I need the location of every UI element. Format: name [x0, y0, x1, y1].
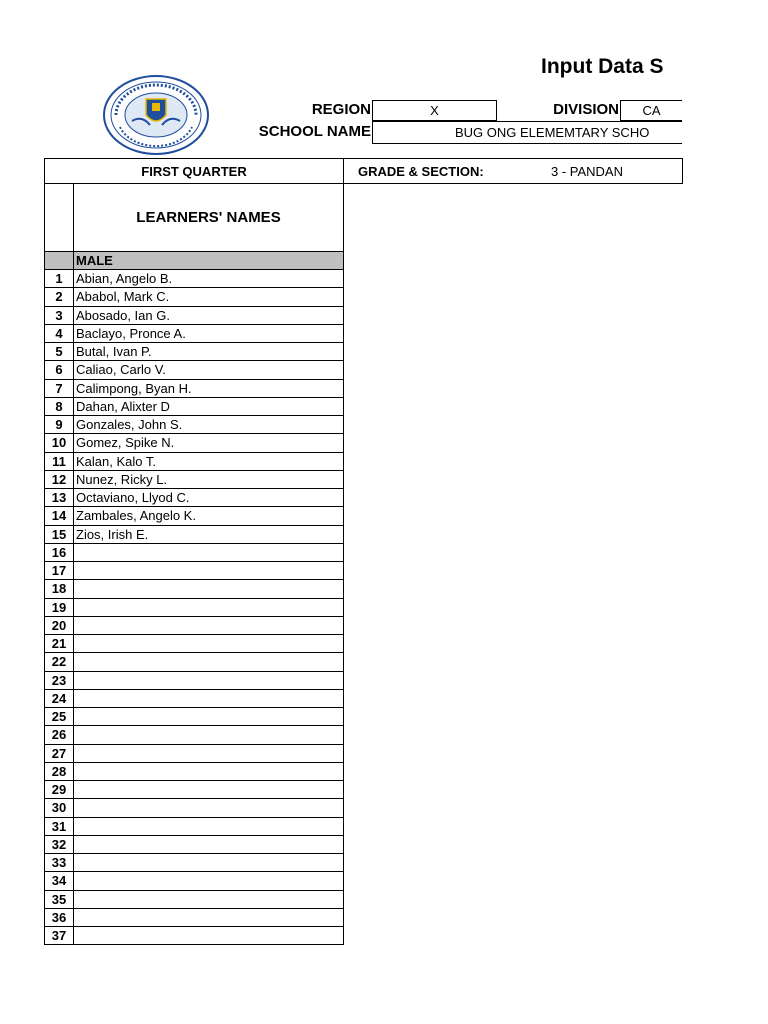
learner-name[interactable]: Caliao, Carlo V.: [76, 362, 166, 378]
learner-number: 6: [45, 361, 74, 378]
learner-number: 37: [45, 927, 74, 944]
learner-name[interactable]: [76, 599, 343, 616]
learner-name[interactable]: [76, 872, 343, 889]
learner-number: 27: [45, 745, 74, 762]
learner-number: 13: [45, 489, 74, 506]
learner-row[interactable]: [44, 781, 344, 799]
learner-row[interactable]: [44, 544, 344, 562]
learner-name[interactable]: Abian, Angelo B.: [76, 271, 173, 287]
learner-row[interactable]: [44, 927, 344, 945]
learner-name[interactable]: [76, 781, 343, 798]
learner-number: 12: [45, 471, 74, 488]
learner-row[interactable]: [44, 380, 344, 398]
learner-row[interactable]: [44, 617, 344, 635]
learner-number: 36: [45, 909, 74, 926]
learner-name[interactable]: Kalan, Kalo T.: [76, 453, 156, 469]
learner-number: 11: [45, 453, 74, 470]
learner-number: 8: [45, 398, 74, 415]
learner-row[interactable]: [44, 653, 344, 671]
learner-name[interactable]: Octaviano, Llyod C.: [76, 490, 190, 506]
male-number-cell: [45, 252, 74, 269]
learner-row[interactable]: [44, 489, 344, 507]
learner-name[interactable]: [76, 562, 343, 579]
learner-row[interactable]: [44, 580, 344, 598]
learner-number: 24: [45, 690, 74, 707]
learner-number: 35: [45, 891, 74, 908]
division-value: CA: [620, 100, 682, 121]
learner-name[interactable]: [76, 818, 343, 835]
school-name-text: BUG ONG ELEMEMTARY SCHO: [455, 125, 650, 140]
learner-number: 32: [45, 836, 74, 853]
learner-number: 3: [45, 307, 74, 324]
grade-section-value: 3 - PANDAN: [551, 163, 623, 179]
learner-number: 4: [45, 325, 74, 342]
learner-name[interactable]: Butal, Ivan P.: [76, 344, 152, 360]
learner-name[interactable]: [76, 726, 343, 743]
learner-row[interactable]: [44, 836, 344, 854]
learner-name[interactable]: [76, 617, 343, 634]
learner-row[interactable]: [44, 270, 344, 288]
learner-row[interactable]: [44, 526, 344, 544]
learner-name[interactable]: [76, 909, 343, 926]
learner-number: 22: [45, 653, 74, 670]
learner-number: 2: [45, 288, 74, 305]
learner-number: 15: [45, 526, 74, 543]
learner-name[interactable]: Gonzales, John S.: [76, 417, 183, 433]
learner-name[interactable]: Ababol, Mark C.: [76, 289, 170, 305]
learner-name[interactable]: [76, 672, 343, 689]
learner-row[interactable]: [44, 416, 344, 434]
learners-names-label: LEARNERS' NAMES: [136, 208, 281, 226]
learner-name[interactable]: [76, 690, 343, 707]
learner-number: 21: [45, 635, 74, 652]
learner-row[interactable]: [44, 763, 344, 781]
learner-number: 1: [45, 270, 74, 287]
learner-number: 25: [45, 708, 74, 725]
learners-names-header: [44, 183, 344, 252]
learner-name[interactable]: [76, 580, 343, 597]
learner-number: 18: [45, 580, 74, 597]
learners-list: [44, 270, 344, 945]
learner-row[interactable]: [44, 361, 344, 379]
learner-row[interactable]: [44, 635, 344, 653]
male-section-header: [44, 251, 344, 270]
learner-number: 17: [45, 562, 74, 579]
learner-row[interactable]: [44, 507, 344, 525]
learner-name[interactable]: Abosado, Ian G.: [76, 307, 170, 323]
learner-row[interactable]: [44, 307, 344, 325]
school-logo: [102, 75, 210, 155]
learner-row[interactable]: [44, 398, 344, 416]
learner-name[interactable]: [76, 836, 343, 853]
learner-name[interactable]: [76, 544, 343, 561]
learner-row[interactable]: [44, 288, 344, 306]
learner-row[interactable]: [44, 872, 344, 890]
learner-number: 33: [45, 854, 74, 871]
learner-number: 23: [45, 672, 74, 689]
learner-name[interactable]: Zambales, Angelo K.: [76, 508, 196, 524]
number-column-header: [45, 183, 74, 251]
learner-number: 20: [45, 617, 74, 634]
learner-name[interactable]: [76, 927, 343, 944]
learner-name[interactable]: [76, 799, 343, 816]
learner-name[interactable]: [76, 891, 343, 908]
quarter-label: FIRST QUARTER: [45, 159, 344, 183]
learner-number: 29: [45, 781, 74, 798]
learner-row[interactable]: [44, 453, 344, 471]
learner-name[interactable]: [76, 708, 343, 725]
learner-row[interactable]: [44, 343, 344, 361]
learner-row[interactable]: [44, 818, 344, 836]
learner-name[interactable]: [76, 635, 343, 652]
grade-section-label: GRADE & SECTION:: [358, 163, 484, 179]
school-name-label: SCHOOL NAME: [258, 123, 371, 140]
learner-row[interactable]: [44, 599, 344, 617]
learner-number: 30: [45, 799, 74, 816]
learner-number: 26: [45, 726, 74, 743]
learner-name[interactable]: [76, 653, 343, 670]
male-label: MALE: [74, 252, 343, 269]
learner-number: 5: [45, 343, 74, 360]
learner-name[interactable]: Baclayo, Pronce A.: [76, 325, 186, 341]
quarter-row: [44, 158, 683, 184]
learner-row[interactable]: [44, 562, 344, 580]
learner-number: 7: [45, 380, 74, 397]
learner-name[interactable]: [76, 745, 343, 762]
learner-row[interactable]: [44, 471, 344, 489]
learner-row[interactable]: [44, 672, 344, 690]
learner-number: 19: [45, 599, 74, 616]
learner-number: 28: [45, 763, 74, 780]
page-title: Input Data S: [541, 55, 664, 78]
learner-row[interactable]: [44, 854, 344, 872]
learner-name[interactable]: Nunez, Ricky L.: [76, 471, 168, 487]
learner-number: 14: [45, 507, 74, 524]
school-name-value: [372, 121, 682, 144]
learner-row[interactable]: [44, 690, 344, 708]
learner-name[interactable]: Zios, Irish E.: [76, 526, 149, 542]
learner-row[interactable]: [44, 891, 344, 909]
learner-number: 31: [45, 818, 74, 835]
division-label: DIVISION: [553, 101, 619, 118]
learner-number: 9: [45, 416, 74, 433]
learner-name[interactable]: Calimpong, Byan H.: [76, 380, 192, 396]
learner-row[interactable]: [44, 909, 344, 927]
learner-name[interactable]: Dahan, Alixter D: [76, 398, 170, 414]
learner-number: 10: [45, 434, 74, 451]
region-label: REGION: [311, 101, 371, 118]
learner-number: 16: [45, 544, 74, 561]
learner-name[interactable]: Gomez, Spike N.: [76, 435, 175, 451]
learner-row[interactable]: [44, 726, 344, 744]
learner-row[interactable]: [44, 325, 344, 343]
learner-name[interactable]: [76, 854, 343, 871]
region-value: X: [372, 100, 497, 121]
learner-row[interactable]: [44, 434, 344, 452]
learner-name[interactable]: [76, 763, 343, 780]
learner-row[interactable]: [44, 708, 344, 726]
learner-row[interactable]: [44, 799, 344, 817]
learner-number: 34: [45, 872, 74, 889]
learner-row[interactable]: [44, 745, 344, 763]
